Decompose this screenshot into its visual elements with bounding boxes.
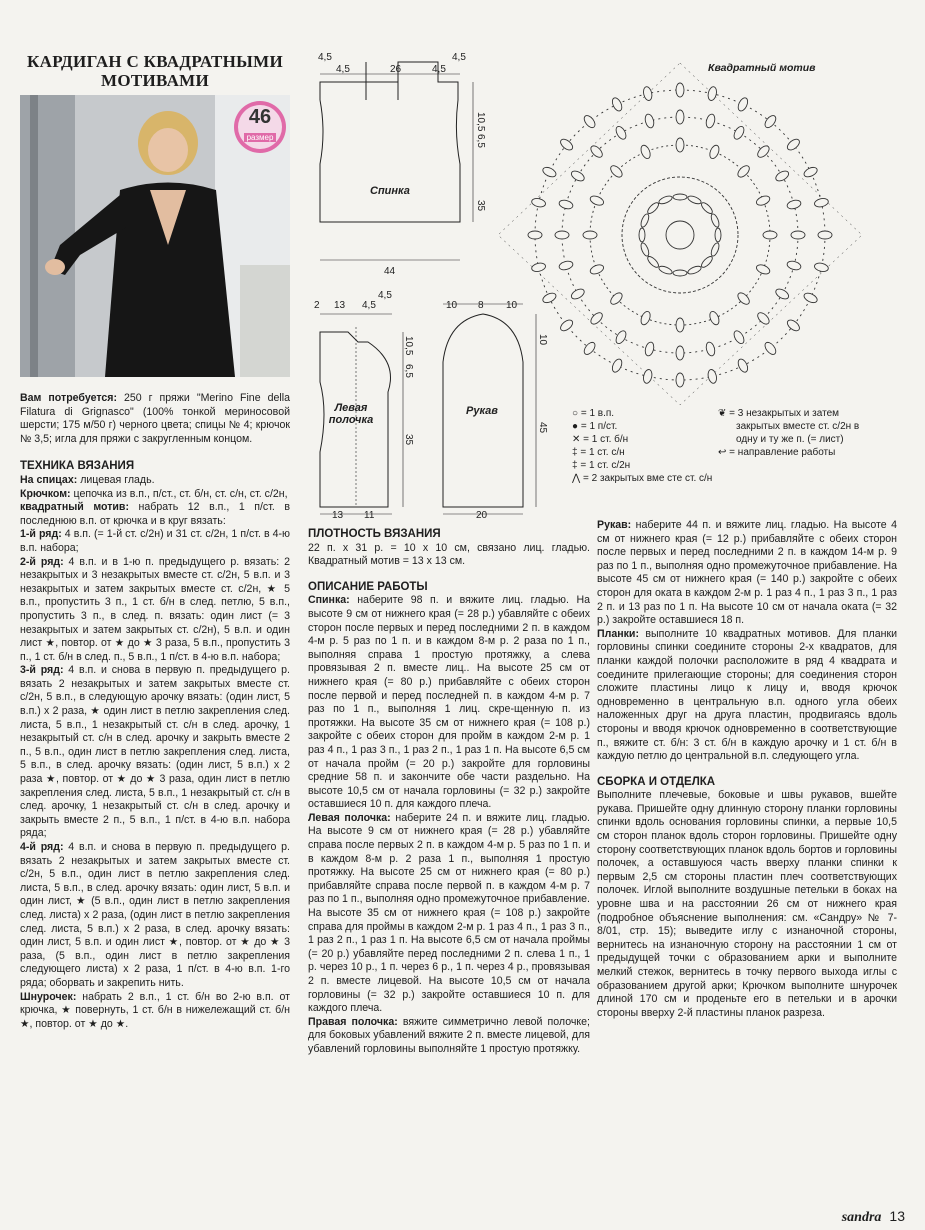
single-crochet-icon: ✕ [572, 434, 581, 445]
back-top-right: 4,5 [432, 64, 446, 75]
motif-leaf [676, 110, 684, 124]
motif-leaf [736, 96, 749, 112]
technique-row4 [20, 841, 290, 991]
legend-row-1 [572, 407, 722, 420]
legend-r1: = 3 незакрытых и затем закрытых вместе ст. с/2н в одну и ту же п. (= лист) [729, 408, 860, 445]
motif-leaf [785, 137, 801, 152]
legend-row-5 [572, 459, 722, 472]
technique-motif [20, 501, 290, 528]
legend-row-direction [718, 446, 863, 459]
density-text: 22 п. x 31 р. = 10 x 10 см, связано лиц. гладью. Квадратный мотив = 13 x 13 см. [308, 541, 590, 568]
motif-leaf [644, 113, 655, 129]
motif-leaf [531, 197, 546, 208]
needles-text: лицевая гладь. [77, 473, 155, 486]
motif-leaf [687, 265, 702, 276]
row4-text: 4 в.п. и снова в первую п. предыдущего р. вязать 2 незакрытых и затем закрытых вместе ст. с/2н, 5 в.п., один лист в петлю закрепления след. листа, 5 в.п., в след. арочку вязать: один лист, 5 в.п. и один лист, ★ (5 в.п., один лист в петлю закрепления след. листа) x 2 раза, (один лист в петлю закрепления след. листа, 5 в.п.) x 2 раза, в след. арочку вязать: один лист, 5 в.п. и один лист ★, повтор. от ★ до ★ 3 раза, (5 в.п., один лист в петлю закрепления следующего листа) x 2 раза, 1 п/ст. в 4-ю в.п. 1-го ряда; оборвать и закрепить нить. [20, 841, 290, 989]
motif-leaf [814, 262, 829, 273]
back-height-1: 10,5 [475, 112, 486, 132]
plank-lead: Планки: [597, 627, 639, 640]
slip-stitch-icon: ● [572, 421, 579, 432]
legend-row-leaf [718, 407, 863, 446]
motif-leaf [715, 228, 721, 242]
legend-left [572, 407, 722, 485]
motif-leaf [676, 373, 684, 387]
motif-title: Квадратный мотив [708, 62, 816, 74]
motif-leaf [639, 228, 645, 242]
motif-leaf [736, 291, 752, 307]
back-text: наберите 98 п. и вяжите лиц. гладью. На высоте 9 см от нижнего края (= 28 р.) убавляйте с обеих сторон после первых и перед последними 2 п. в каждом 4-м р. 5 раз по 1 п. и в каждом 8-м р. 2 раза по 1 п., выполняя справа 1 простую протяжку, а слева провязывая 2 п. вместе лиц.. На высоте 25 см от нижнего края (= 80 р.) прибавляйте с обеих сторон после первой и перед последней п. в каждом 4-м р. 7 раз по 1 п., выполняя 1 лиц. скре-щенную п. из протяжки. На высоте 35 см от нижнего края (= 108 р.) закройте с обеих сторон для пройм в каждом 2-м р. 1 раз 4 п., 1 раз 3 п., 1 раз 2 п., 1 раз 1 п. На высоте 6,5 см от начала пройм (= 20 р.) закройте для горловины средние 58 п. и закончите обе части раздельно. На высоте 10,5 см от начала горловины (= 32 р.) закройте оставшиеся 10 п. для каждого плеча. [308, 594, 590, 811]
motif-leaf [707, 369, 718, 384]
front-top-3: 4,5 [362, 300, 376, 311]
legend-row-4 [572, 446, 722, 459]
motif-leaf [589, 194, 605, 207]
motif-leaf [763, 231, 777, 239]
motif-leaf [818, 231, 832, 239]
description-right [308, 1016, 590, 1057]
hook-text: цепочка из в.п., п/ст., ст. б/н, ст. с/н, ст. с/2н, [70, 487, 288, 500]
assembly-text: Выполните плечевые, боковые и швы рукавов, вшейте рукава. Пришейте одну длинную сторону планки горловины спинки вдоль основания горловины спинки, а первые 10,5 см сторон планок вдоль сторон горловины. Пришейте одну сторону соответствующих планок вдоль бортов и горловины полочек, а оставшуюся часть вверху планки спинки к первым 2,5 см стороны пластин плеч соответствующих полочек. Иглой выполните воздушные петельки в боках на уровне шва и на расстоянии 26 см от нижнего края (подробное объяснение выполнения: см. «Сандру» № 7-8/01, стр. 15); выведите иглу с изнаночной стороны, вернитесь на изнаночную сторону на расстоянии 1 см от предыдущей точки с образованием арки и выполните мелкий стежок, вернитесь в точку первого выхода иглы с образованием другой арки; Крючком выполните шнурочек длиной 170 см и проденьте его в петельки и в арочки стороны вверху 2-й пластины планок разреза. [597, 789, 897, 1019]
motif-leaf [763, 340, 778, 356]
description-heading: ОПИСАНИЕ РАБОТЫ [308, 580, 428, 593]
motif-leaf [707, 86, 718, 101]
column-left [20, 392, 290, 1031]
motif-leaf [763, 114, 778, 130]
motif-leaf [774, 169, 790, 183]
size-badge-label: размер [244, 133, 277, 142]
motif-leaf [814, 197, 829, 208]
row3-lead: 3-й ряд: [20, 664, 64, 677]
model-photo [20, 95, 290, 377]
row3-text: 4 в.п. и снова в первую п. предыдущего р. вязать 2 незакрытых и затем закрытых вместе ст. с/2н, 5 в.п., в следующую арочку вязать: (один лист, 5 в.п.) x 2 раза, ★ один лист в петлю закрепления след. листа, 5 в.п., 1 незакрытый ст. с/н в след. арочку, 1 незакрытый ст. с/н в след. арочку и закрыть вместе 2 п., 5 в.п., один лист в петлю закрепления след. листа, 5 в.п., в след. арочку вязать: (один лист, 5 в.п.) x 2 раза ★, повтор. от ★ до ★ 3 раза, один лист в петлю закрепления след. листа, 5 в.п., 1 незакрытый ст. с/н в след. арочку, 1 незакрытый ст. с/н в след. арочку и закрыть вместе 2 п., 5 в.п., 1 п/ст. в 4-ю в.п. набора ряда; [20, 664, 290, 840]
hook-lead: Крючком: [20, 487, 71, 500]
right-text: вяжите симметрично левой полочке; для боковых убавлений вяжите 2 п. вместе лицевой, для убавлений горловины выполняйте 1 простую протяжку. [308, 1015, 590, 1055]
double-crochet-icon: ‡ [572, 447, 578, 458]
motif-leaf [676, 138, 684, 152]
motif-leaf [785, 318, 801, 333]
motif-leaf [644, 341, 655, 357]
motif-leaf [639, 310, 652, 326]
direction-arrow-icon: ↩ [718, 447, 727, 458]
motif-leaf [756, 144, 772, 160]
legend-row-6 [572, 472, 722, 485]
motif-leaf [736, 358, 749, 374]
sleeve-lead: Рукав: [597, 519, 632, 531]
motif-leaf [528, 231, 542, 239]
density-heading: ПЛОТНОСТЬ ВЯЗАНИЯ [308, 528, 441, 540]
front-text: наберите 24 п. и вяжите лиц. гладью. На высоте 9 см от нижнего края (= 28 р.) убавляйте справа после первых 2 п. в каждом 4-м р. 5 раз по 1 п. и в каждом 8-м р. 2 раза 1 п., выполняя 1 простую протяжку. На высоте 25 см от нижнего края (= 80 р.) прибавляйте справа после первой п. в каждом 4-м р. 7 раз по 1 п., выполняя одно промежуточное прибавление. На высоте 35 см от нижнего края (= 108 р.) закройте справа для проймы в каждом 2-м р. 1 раз 4 п., 1 раз 3 п., 1 раз 2 п., 1 раз 1 п. На высоте 6,5 см от начала проймы (= 20 р.) убавляйте перед последними 2 п. слева 1 п., 1 р. через 10 р., 1 п. через 6 р., 1 п. через 4 р., провязывая 2 п. вместе лицевой. На высоте 10,5 см от начала горловины (= 32 р.) закройте оставшиеся 10 п. для каждого плеча. [308, 811, 591, 1015]
sleeve-instructions [597, 519, 897, 628]
motif-leaf [558, 260, 574, 271]
back-height-3: 35 [475, 200, 486, 212]
legend-l5: = 1 ст. с/2н [580, 460, 631, 471]
technique-hook [20, 488, 290, 502]
motif-diagram [490, 55, 870, 405]
size-badge-number: 46 [248, 106, 272, 128]
motif-leaf [705, 113, 716, 129]
motif-leaf [774, 287, 790, 301]
leaf-cluster-icon: ❦ [718, 408, 727, 419]
row1-lead: 1-й ряд: [20, 528, 62, 541]
motif-leaf [755, 194, 771, 207]
front-bottom-1: 13 [332, 510, 344, 521]
treble-crochet-icon: ‡ [572, 460, 578, 471]
back-top-right2: 4,5 [452, 52, 466, 63]
motif-leaf [676, 83, 684, 97]
motif-leaf [658, 194, 673, 205]
back-height-2: 6,5 [475, 134, 486, 148]
sleeve-top-2: 8 [478, 300, 484, 311]
column-right [597, 519, 897, 1020]
motif-leaf [639, 242, 650, 257]
row2-text: 4 в.п. и в 1-ю п. предыдущего р. вязать: 2 незакрытых и 3 незакрытых вместе ст. с/2н, 5 в.п. и 3 незакрытых и затем закрытых вместе ст. с/2н, ★ 5 в.п., пропустить 3 п., 1 ст. б/н в след. петлю, 5 в.п., пропустить 3 п., в след. п. вязать: один лист (= 3 незакрытых и затем закрытых ст. с/2н), 5 в.п. и один лист ★, повтор. от ★ до ★ 3 раза, 5 в.п., пропустить 3 п., 1 ст. б/н в след. п., 5 в.п., 1 п/ст. в 4-ю в.п. набора; [20, 555, 290, 663]
materials-text: 250 г пряжи "Merino Fine della Filatura di Grignasco" (100% тонкой мериносовой шерсти; 175 м/50 г) черного цвета; спицы № 4; крючок № 3,5; игла для пряжи с закругленным концом. [20, 392, 290, 445]
motif-leaf [676, 318, 684, 332]
cord-lead: Шнурочек: [20, 990, 77, 1003]
magazine-brand: sandra [841, 1210, 882, 1225]
motif-leaf [708, 310, 721, 326]
front-bottom-2: 11 [364, 510, 375, 521]
description-front [308, 812, 590, 1016]
needles-lead: На спицах: [20, 473, 78, 486]
motif-leaf [700, 201, 714, 215]
back-bottom-width: 44 [384, 266, 396, 277]
column-middle [308, 528, 590, 1057]
page-title: КАРДИГАН С КВАДРАТНЫМИ МОТИВАМИ [26, 52, 283, 90]
sleeve-height-1: 10 [537, 334, 548, 346]
motif-leaf [614, 125, 628, 141]
technique-cord [20, 991, 290, 1032]
front-lead: Левая полочка: [308, 811, 391, 824]
back-top-left2: 4,5 [336, 64, 350, 75]
motif-leaf [558, 199, 574, 210]
row2-lead: 2-й ряд: [20, 555, 64, 568]
legend-l2: = 1 п/ст. [580, 421, 618, 432]
back-top-left: 4,5 [318, 52, 332, 63]
technique-needles [20, 474, 290, 488]
sleeve-top-1: 10 [446, 300, 458, 311]
motif-leaf [555, 231, 569, 239]
description-back [308, 594, 590, 812]
legend-row-3 [572, 433, 722, 446]
decrease-icon: ⋀ [572, 473, 581, 484]
motif-leaf [541, 165, 557, 178]
motif-leaf [610, 358, 623, 374]
plank-text: выполните 10 квадратных мотивов. Для планки горловины спинки соедините стороны 2-х квадратов, для планки каждой полочки расположите в ряд 4 квадрата и соедините прилегающие стороны; для соединения сторон сложите пластины лицо к лицу и, вводя крючок одновременно в центральную в.п. одного угла обеих наложенных друг на друга пластин, продвигаясь вдоль стороны и вводя крючок одновременно в соответствующие п., вяжите ст. б/н: 3 ст. б/н в каждую арочку и 1 ст. б/н в каждую петлю до центральной в.п. следующего угла. [597, 627, 897, 763]
legend-l3: = 1 ст. б/н [583, 434, 629, 445]
technique-row1 [20, 528, 290, 555]
cord-text: набрать 2 в.п., 1 ст. б/н во 2-ю в.п. от крючка, ★ повернуть, 1 ст. б/н в нижележащий ст. б/н ★, повтор. от ★ до ★. [20, 990, 290, 1030]
motif-leaf [609, 291, 625, 307]
motif-leaf [583, 231, 597, 239]
motif-leaf [531, 262, 546, 273]
motif-leaf [755, 263, 771, 276]
row4-lead: 4-й ряд: [20, 841, 64, 853]
legend-l4: = 1 ст. с/н [580, 447, 625, 458]
motif-leaf [589, 144, 605, 160]
plank-instructions [597, 628, 897, 764]
right-lead: Правая полочка: [308, 1015, 398, 1028]
motif-leaf [646, 255, 660, 269]
sleeve-top-3: 10 [506, 300, 518, 311]
motif-leaf [803, 165, 819, 178]
motif-leaf [582, 340, 597, 356]
sleeve-label: Рукав [466, 405, 498, 417]
motif-leaf [642, 86, 653, 101]
chain-stitch-icon: ○ [572, 408, 579, 419]
motif-leaf [673, 194, 687, 200]
motif-leaf [642, 369, 653, 384]
sleeve-height-2: 45 [537, 422, 548, 434]
front-label: Левая полочка [328, 402, 374, 426]
motif-leaf [559, 137, 575, 152]
motif-leaf [570, 287, 586, 301]
motif-leaf [673, 270, 687, 276]
materials-lead: Вам потребуется: [20, 392, 117, 404]
motif-leaf [791, 231, 805, 239]
materials [20, 392, 290, 446]
row1-text: 4 в.п. (= 1-й ст. с/2н) и 31 ст. с/2н, 1 п/ст. в 4-ю в.п. набора; [20, 528, 291, 554]
technique-heading: ТЕХНИКА ВЯЗАНИЯ [20, 460, 135, 473]
motif-leaf [646, 201, 660, 215]
front-top-1: 2 [314, 300, 320, 311]
legend-l1: = 1 в.п. [580, 408, 615, 419]
motif-leaf [732, 329, 746, 345]
front-top-4: 4,5 [378, 290, 392, 301]
motif-leaf [732, 125, 746, 141]
motif-leaf [589, 263, 605, 276]
motif-leaf [570, 169, 586, 183]
motif-leaf [610, 96, 623, 112]
legend-row-2 [572, 420, 722, 433]
technique-row3 [20, 664, 290, 841]
front-height-1: 10,5 [403, 336, 414, 356]
motif-leaf [639, 213, 650, 228]
motif-leaf [687, 194, 702, 205]
page-number: 13 [889, 1208, 905, 1224]
back-label: Спинка [370, 185, 410, 197]
motif-leaf [708, 144, 721, 160]
legend-l6: = 2 закрытых вме сте ст. с/н [582, 473, 713, 484]
legend-right [718, 407, 863, 459]
motif-leaf [658, 265, 673, 276]
front-height-2: 6,5 [403, 364, 414, 378]
motif-leaf [786, 199, 802, 210]
motif-leaf [710, 242, 721, 257]
motif-leaf [541, 291, 557, 304]
motif-leaf [676, 346, 684, 360]
motif-text: набрать 12 в.п., 1 п/ст. в последнюю в.п. от крючка и в круг вязать: [20, 501, 290, 527]
motif-lead: квадратный мотив: [20, 501, 129, 514]
back-lead: Спинка: [308, 594, 350, 607]
size-badge [234, 107, 286, 145]
motif-leaf [705, 341, 716, 357]
motif-leaf [786, 260, 802, 271]
motif-leaf [559, 318, 575, 333]
front-height-3: 35 [403, 434, 414, 446]
page-footer [842, 1208, 905, 1226]
motif-leaf [700, 255, 714, 269]
back-top-width: 26 [390, 64, 402, 75]
sleeve-text: наберите 44 п. и вяжите лиц. гладью. На высоте 4 см от нижнего края (= 12 р.) прибавляйте с обеих сторон после первых и перед последними 2 п. в каждом 14-м р. 9 раз по 1 п., выполняя одно промежуточное прибавление. На высоте 45 см от нижнего края (= 140 р.) закройте с обеих сторон для оката в каждом 2-м р. 1 раз 4 п., 1 раз 3 п., 1 раз 2 п. и 13 раз по 1 п. На высоте 10 см от начала оката (= 32 р.) закройте оставшиеся 18 п. [597, 519, 897, 627]
motif-leaf [582, 114, 597, 130]
assembly-heading: СБОРКА И ОТДЕЛКА [597, 775, 716, 788]
motif-leaf [710, 213, 721, 228]
legend-r2: = направление работы [729, 447, 836, 458]
sleeve-bottom-width: 20 [476, 510, 488, 521]
motif-leaf [614, 329, 628, 345]
front-top-2: 13 [334, 300, 346, 311]
technique-row2 [20, 556, 290, 665]
motif-leaf [639, 144, 652, 160]
motif-leaf [803, 291, 819, 304]
